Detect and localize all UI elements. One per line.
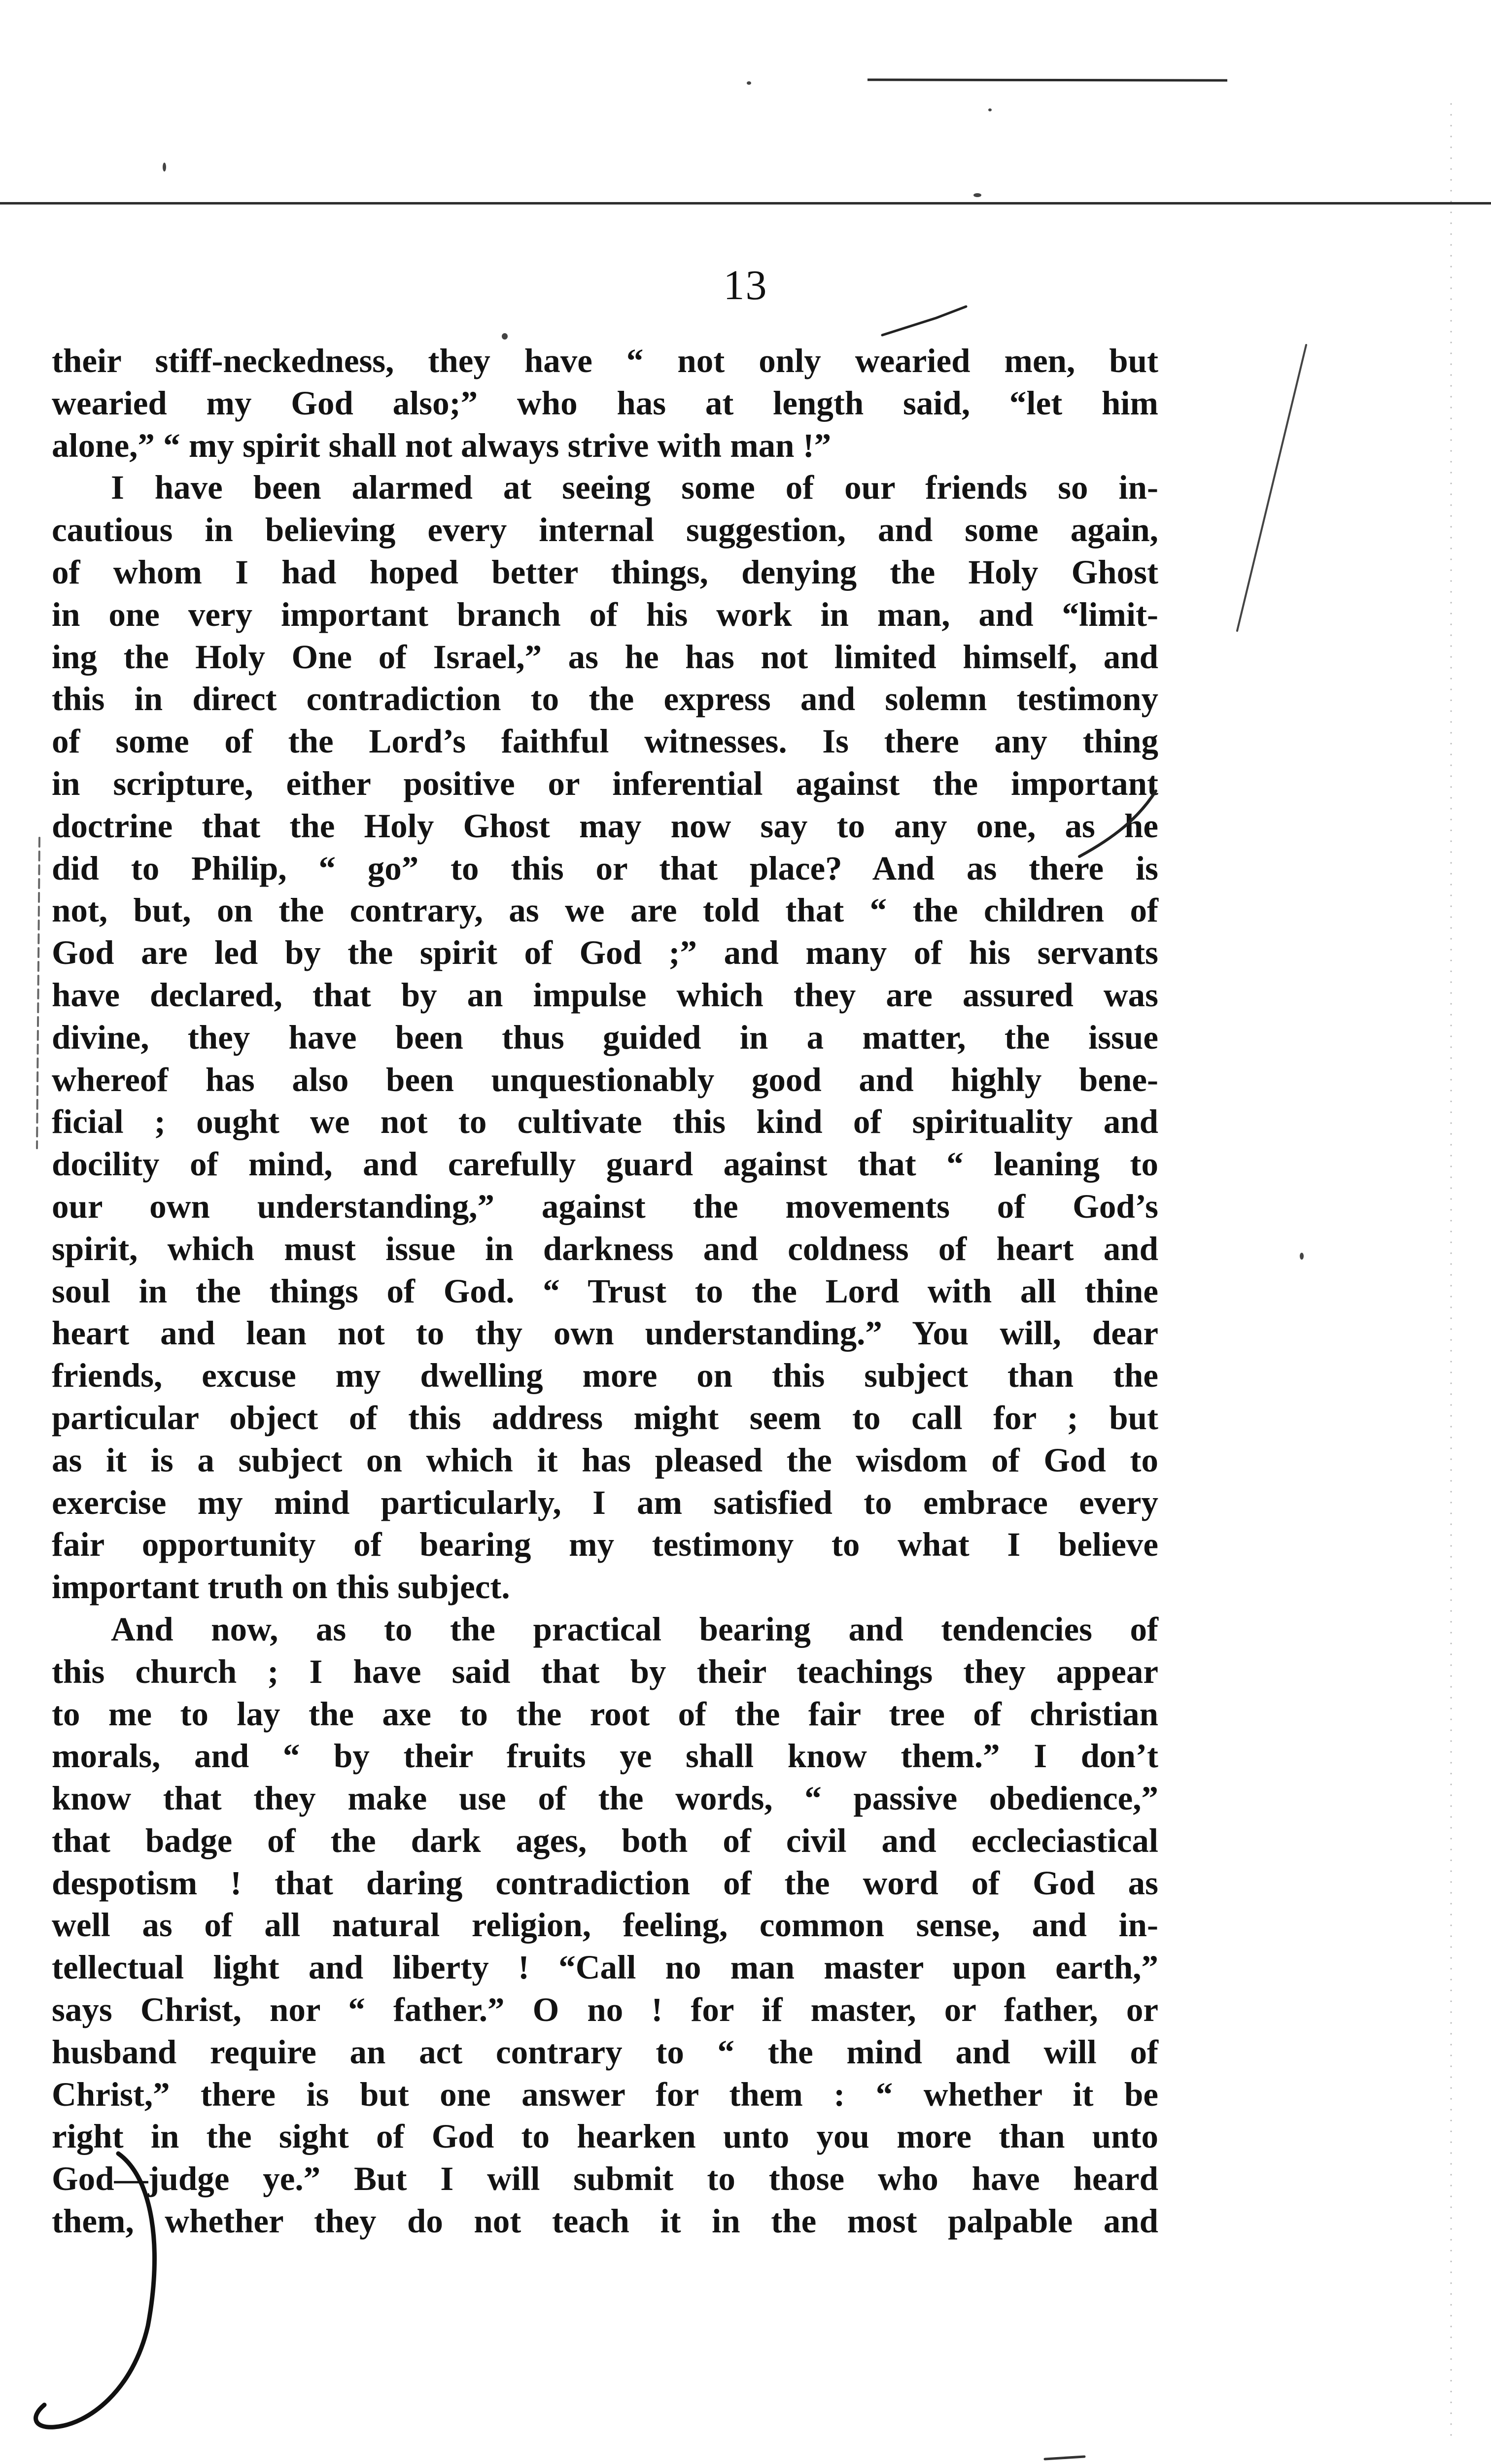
text-line: important truth on this subject. (52, 1568, 510, 1606)
text-line: wearied my God also;” who has at length said, “let him (52, 384, 1158, 422)
text-line: of whom I had hoped better things, denying the Holy Ghost (52, 553, 1158, 591)
pencil-margin-line (1237, 345, 1306, 631)
pencil-dash-mark (1045, 2457, 1084, 2459)
pencil-tick-mark (882, 307, 966, 335)
text-line: them, whether they do not teach it in the most palpable and (52, 2202, 1158, 2240)
scan-speck (747, 81, 751, 85)
page-top-rule (0, 202, 1491, 205)
text-line: as it is a subject on which it has pleased the wisdom of God to (52, 1441, 1158, 1479)
text-line: I have been alarmed at seeing some of our friends so in- (111, 469, 1158, 507)
scan-edge-speckle (1448, 99, 1456, 2439)
text-line: their stiff-neckedness, they have “ not only wearied men, but (52, 342, 1158, 379)
text-line: this in direct contradiction to the express and solemn testimony (52, 680, 1158, 718)
text-line: tellectual light and liberty ! “Call no man master upon earth,” (52, 1949, 1158, 1986)
text-line: And now, as to the practical bearing and tendencies of (111, 1610, 1158, 1648)
text-line: Christ,” there is but one answer for them : “ whether it be (52, 2075, 1158, 2113)
text-line: this church ; I have said that by their teachings they appear (52, 1652, 1158, 1690)
text-line: in scripture, either positive or inferential against the important (52, 764, 1158, 802)
scan-speck (502, 333, 508, 340)
body-text (52, 340, 1158, 2243)
text-line: God—judge ye.” But I will submit to those who have heard (52, 2160, 1158, 2198)
text-line: God are led by the spirit of God ;” and many of his servants (52, 934, 1158, 972)
text-line: docility of mind, and carefully guard against that “ leaning to (52, 1145, 1158, 1183)
text-line: right in the sight of God to hearken unto you more than unto (52, 2118, 1158, 2156)
text-line: morals, and “ by their fruits ye shall know them.” I don’t (52, 1737, 1158, 1775)
text-line: doctrine that the Holy Ghost may now say to any one, as he (52, 807, 1158, 845)
scan-speck (973, 193, 981, 197)
scan-speck (163, 163, 166, 171)
scan-top-rule (867, 78, 1227, 81)
text-line: ing the Holy One of Israel,” as he has not limited himself, and (52, 638, 1158, 676)
text-line: spirit, which must issue in darkness and coldness of heart and (52, 1230, 1158, 1267)
pencil-left-bracket (37, 838, 39, 1148)
text-line: did to Philip, “ go” to this or that place? And as there is (52, 849, 1158, 887)
text-line: our own understanding,” against the movements of God’s (52, 1187, 1158, 1225)
text-line: heart and lean not to thy own understanding.” You will, dear (52, 1314, 1158, 1352)
text-line: of some of the Lord’s faithful witnesses. Is there any thing (52, 722, 1158, 760)
page-number: 13 (723, 261, 768, 308)
text-line: alone,” “ my spirit shall not always strive with man !” (52, 426, 832, 464)
text-line: know that they make use of the words, “ passive obedience,” (52, 1780, 1158, 1817)
text-line: well as of all natural religion, feeling, common sense, and in- (52, 1906, 1158, 1944)
scan-speck (988, 108, 992, 111)
scan-speck (1300, 1253, 1304, 1260)
text-line: friends, excuse my dwelling more on this subject than the (52, 1357, 1158, 1395)
text-line: ficial ; ought we not to cultivate this kind of spirituality and (52, 1103, 1158, 1141)
text-line: to me to lay the axe to the root of the fair tree of christian (52, 1695, 1158, 1733)
text-line: cautious in believing every internal suggestion, and some again, (52, 511, 1158, 549)
text-line: in one very important branch of his work in man, and “limit- (52, 595, 1158, 633)
text-line: fair opportunity of bearing my testimony to what I believe (52, 1526, 1158, 1564)
text-line: that badge of the dark ages, both of civil and eccleciastical (52, 1821, 1158, 1859)
text-line: whereof has also been unquestionably good and highly bene- (52, 1061, 1158, 1098)
text-line: says Christ, nor “ father.” O no ! for if master, or father, or (52, 1991, 1158, 2029)
text-line: not, but, on the contrary, as we are told that “ the children of (52, 891, 1158, 929)
text-line: particular object of this address might seem to call for ; but (52, 1399, 1158, 1437)
text-line: have declared, that by an impulse which they are assured was (52, 976, 1158, 1014)
text-line: exercise my mind particularly, I am satisfied to embrace every (52, 1483, 1158, 1521)
text-line: husband require an act contrary to “ the mind and will of (52, 2033, 1158, 2071)
text-line: divine, they have been thus guided in a matter, the issue (52, 1018, 1158, 1056)
text-line: soul in the things of God. “ Trust to the Lord with all thine (52, 1272, 1158, 1310)
text-line: despotism ! that daring contradiction of the word of God as (52, 1864, 1158, 1902)
